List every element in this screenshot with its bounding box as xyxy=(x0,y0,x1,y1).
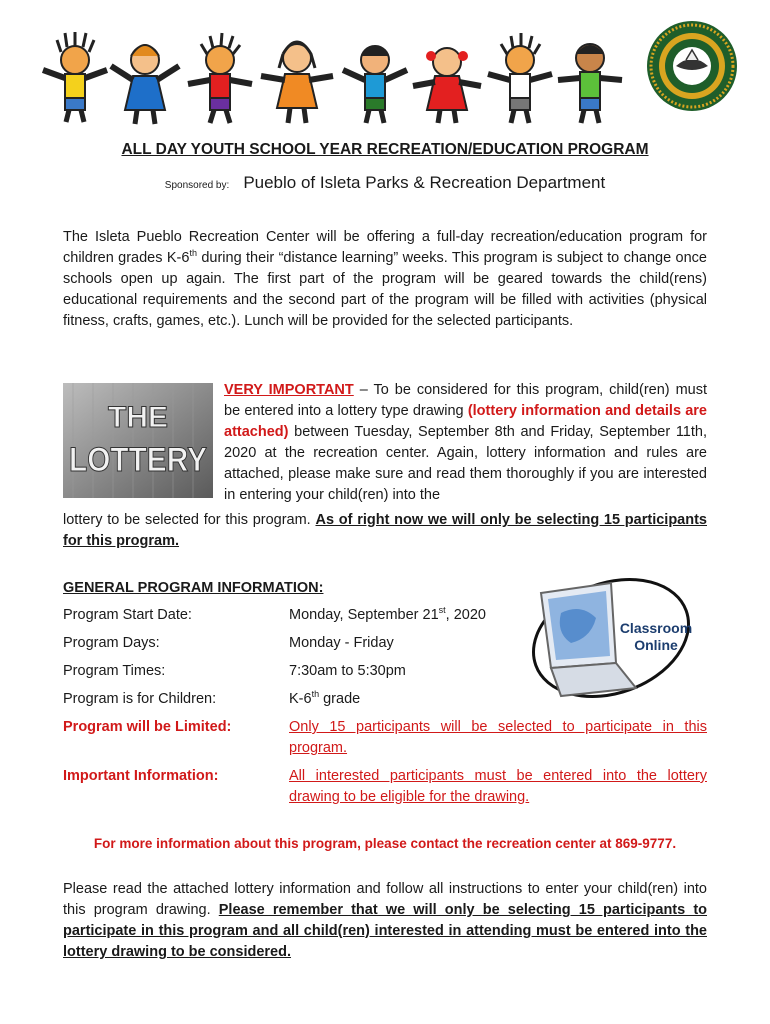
program-times-value: 7:30am to 5:30pm xyxy=(289,663,406,679)
kids-clipart xyxy=(35,30,625,130)
children-grade-text: K-6 xyxy=(289,691,312,707)
closing-text: Please read the attached lottery information and follow all instructions to enter your child(ren) into this program drawing. xyxy=(63,881,707,918)
very-important-continued xyxy=(63,510,707,552)
lottery-text-the: THE xyxy=(108,401,168,434)
sponsored-by-label: Sponsored by: xyxy=(164,180,230,191)
kid-figure xyxy=(43,32,107,122)
program-days-label: Program Days: xyxy=(63,635,160,651)
closing-bold-text: Please remember that we will only be selecting 15 participants to participate in this program and all child(ren) interested in attending must be entered into the lottery drawing to be considered. xyxy=(63,902,708,960)
kid-figure xyxy=(111,45,179,124)
classroom-text: Classroom xyxy=(619,620,693,636)
kid-figure xyxy=(261,42,333,123)
kid-figure xyxy=(188,33,252,123)
intro-text-2: during their “distance learning” weeks. This program is subject to change once schools open up again. The first part of the program will be geared towards the child(rens) educational requirements and the second part of the program will be filled with activities (physical fitness, crafts, games, etc.). Lunch will be provided for the selected participants. xyxy=(63,250,707,329)
classroom-online-image xyxy=(516,568,716,708)
kid-figure xyxy=(558,44,622,123)
children-grade-suffix: grade xyxy=(319,691,361,707)
important-red-text: (lottery information and details are attached) xyxy=(224,403,707,440)
program-children-label: Program is for Children: xyxy=(63,691,217,707)
program-limited-label: Program will be Limited: xyxy=(63,719,232,735)
start-date-text: Monday, September 21 xyxy=(289,607,439,623)
intro-paragraph xyxy=(63,227,707,332)
kid-figure xyxy=(488,33,552,123)
sponsor-name: Pueblo of Isleta Parks & Recreation Department xyxy=(243,173,606,192)
program-times-label: Program Times: xyxy=(63,663,166,679)
program-days-value: Monday - Friday xyxy=(289,635,394,651)
general-info-heading: GENERAL PROGRAM INFORMATION: xyxy=(63,580,324,596)
pueblo-seal-logo xyxy=(646,20,738,112)
page-title: ALL DAY YOUTH SCHOOL YEAR RECREATION/EDUCATION PROGRAM xyxy=(121,141,649,158)
sponsor-line xyxy=(0,172,770,196)
lottery-text-lottery: LOTTERY xyxy=(69,441,208,479)
children-grade-sup: th xyxy=(311,689,320,700)
important-info-row xyxy=(63,766,707,810)
program-limited-row xyxy=(63,717,707,761)
very-important-label: VERY IMPORTANT xyxy=(224,382,354,398)
important-text-2: between Tuesday, September 8th and Friday, September 11th, 2020 at the recreation center. Again, lottery information and rules are attached, please make sure and read them thoroughly if you are interested in entering your child(ren) into the xyxy=(224,424,707,503)
intro-sup: th xyxy=(189,248,197,259)
closing-paragraph xyxy=(63,879,707,963)
important-text-1: – To be considered for this program, child(ren) must be entered into a lottery type drawing xyxy=(224,382,707,419)
important-text-3: lottery to be selected for this program. xyxy=(63,512,316,528)
start-date-label: Program Start Date: xyxy=(63,607,192,623)
online-text: Online xyxy=(634,637,678,653)
very-important-paragraph xyxy=(224,380,707,506)
important-info-label: Important Information: xyxy=(63,768,219,784)
kid-figure xyxy=(413,48,481,123)
start-date-sup: st xyxy=(438,605,446,616)
kid-figure xyxy=(343,46,407,123)
important-info-value: All interested participants must be entered into the lottery drawing to be eligible for the drawing. xyxy=(289,768,707,805)
lottery-image xyxy=(63,383,213,498)
start-date-year: , 2020 xyxy=(445,607,486,623)
contact-info: For more information about this program, please contact the recreation center at 869-9777. xyxy=(93,836,677,851)
intro-text-1: The Isleta Pueblo Recreation Center will be offering a full-day recreation/education program for children grades K-6 xyxy=(63,229,707,266)
important-bold-text: As of right now we will only be selecting 15 participants for this program. xyxy=(63,512,707,549)
program-limited-value: Only 15 participants will be selected to participate in this program. xyxy=(289,719,707,756)
